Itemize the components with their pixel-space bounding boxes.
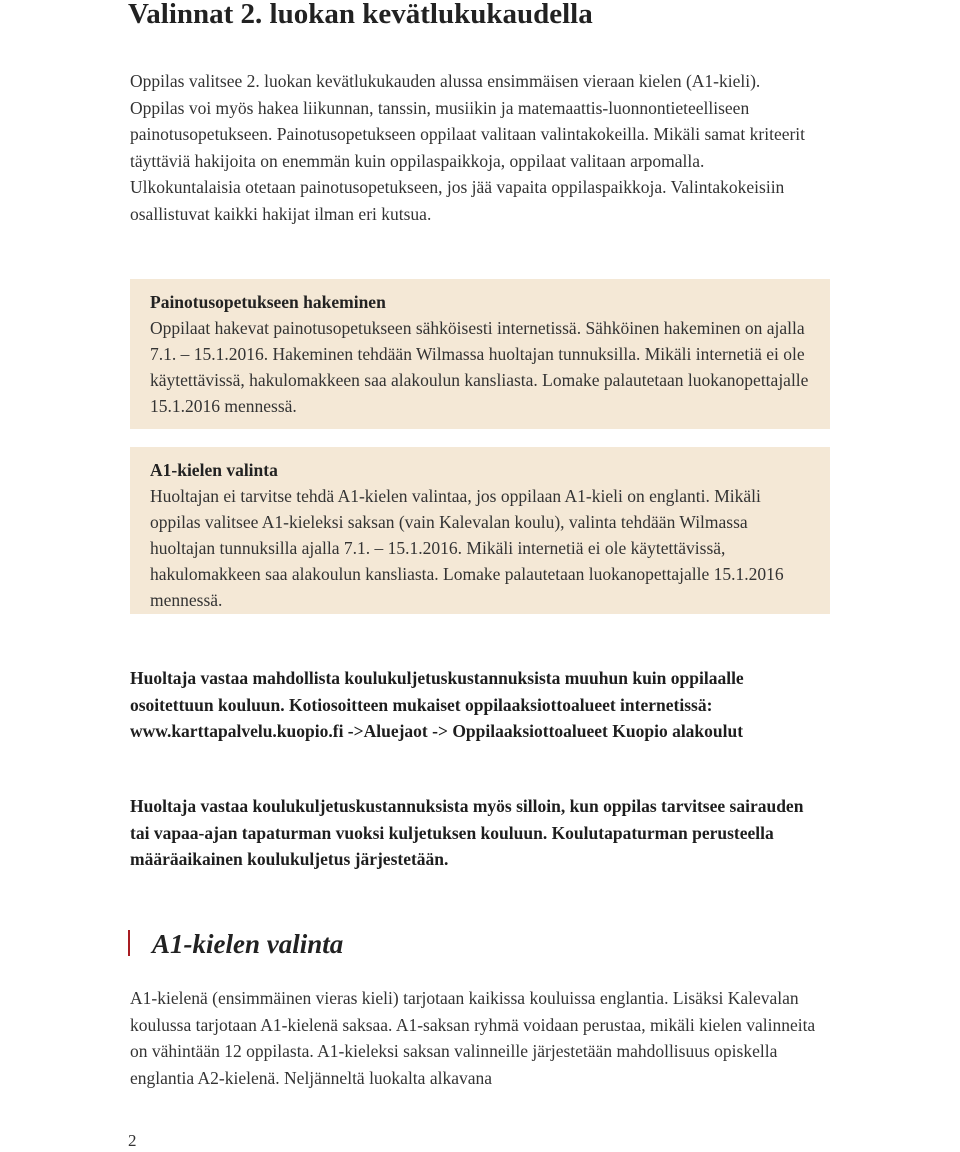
page-number: 2 (128, 1131, 137, 1150)
info-box-text: Huoltajan ei tarvitse tehdä A1-kielen valintaa, jos oppilaan A1-kieli on englanti. Mikäli oppilas valitsee A1-kieleksi saksan (vain Kalevalan koulu), valinta tehdään Wilmassa huoltajan tunnuksilla ajalla 7.1. – 15.1.2016. Mikäli internetiä ei ole käytettävissä, hakulomakkeen saa alakoulun kansliasta. Lomake palautetaan luokanopettajalle 15.1.2016 mennessä. (150, 486, 784, 610)
info-box-text: Oppilaat hakevat painotusopetukseen sähköisesti internetissä. Sähköinen hakeminen on ajalla 7.1. – 15.1.2016. Hakeminen tehdään Wilmassa huoltajan tunnuksilla. Mikäli internetiä ei ole käytettävissä, hakulomakkeen saa alakoulun kansliasta. Lomake palautetaan luokanopettajalle 15.1.2016 mennessä. (150, 318, 809, 416)
transport-cost-notice: Huoltaja vastaa mahdollista koulukuljetuskustannuksista muuhun kuin oppilaalle osoitettuun kouluun. Kotiosoitteen mukaiset oppilaaksiottoalueet internetissä: www.karttapalvelu.kuopio.fi ->Aluejaot -> Oppilaaksiottoalueet Kuopio alakoulut (130, 668, 744, 741)
info-box-a1-language (130, 447, 830, 614)
info-box-heading: A1-kielen valinta (150, 460, 278, 480)
page-title: Valinnat 2. luokan kevätlukukaudella (128, 0, 593, 30)
section-heading (128, 924, 343, 964)
accident-transport-notice: Huoltaja vastaa koulukuljetuskustannuksista myös silloin, kun oppilas tarvitsee sairauden tai vapaa-ajan tapaturman vuoksi kuljetuksen kouluun. Koulutapaturman perusteella määräaikainen koulukuljetus järjestetään. (130, 796, 804, 869)
info-box-heading: Painotusopetukseen hakeminen (150, 292, 386, 312)
section-heading-text: A1-kielen valinta (152, 929, 344, 959)
heading-accent-rule (128, 930, 130, 956)
section-paragraph: A1-kielenä (ensimmäinen vieras kieli) tarjotaan kaikissa kouluissa englantia. Lisäksi Kalevalan koulussa tarjotaan A1-kielenä saksaa. A1-saksan ryhmä voidaan perustaa, mikäli kielen valinneita on vähintään 12 oppilasta. A1-kieleksi saksan valinneille järjestetään mahdollisuus opiskella englantia A2-kielenä. Neljänneltä luokalta alkavana (130, 988, 816, 1088)
info-box-application (130, 279, 830, 429)
intro-paragraph: Oppilas valitsee 2. luokan kevätlukukauden alussa ensimmäisen vieraan kielen (A1-kieli). Oppilas voi myös hakea liikunnan, tanssin, musiikin ja matemaattis-luonnontieteelliseen painotusopetukseen. Painotusopetukseen oppilaat valitaan valintakokeilla. Mikäli samat kriteerit täyttäviä hakijoita on enemmän kuin oppilaspaikkoja, oppilaat valitaan arpomalla. Ulkokuntalaisia otetaan painotusopetukseen, jos jää vapaita oppilaspaikkoja. Valintakokeisiin osallistuvat kaikki hakijat ilman eri kutsua. (130, 71, 806, 224)
